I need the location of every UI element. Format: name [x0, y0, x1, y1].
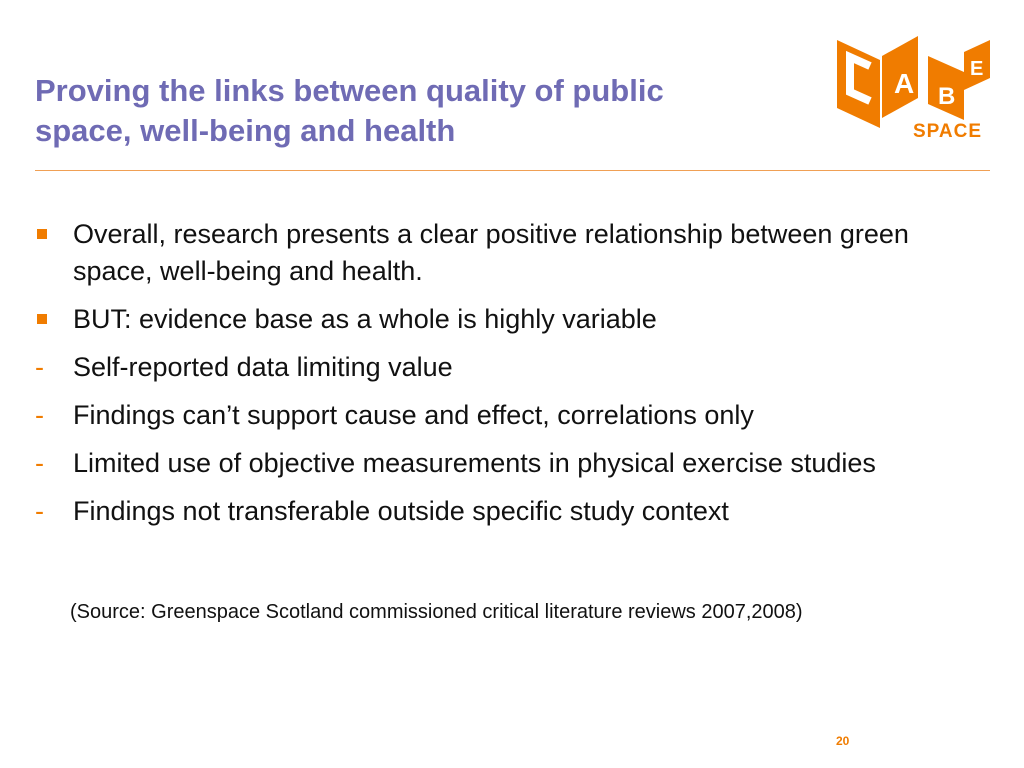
- logo-letter-e: E: [970, 58, 984, 80]
- cabe-space-logo: [832, 30, 994, 142]
- logo-letter-a: A: [894, 68, 915, 99]
- page-number: 20: [836, 734, 850, 748]
- bullet-item: [35, 349, 975, 386]
- slide-title: [35, 71, 795, 151]
- bullet-text: BUT: evidence base as a whole is highly variable: [73, 304, 657, 334]
- bullet-text: Limited use of objective measurements in physical exercise studies: [73, 448, 876, 478]
- bullet-text: Overall, research presents a clear positive relationship between green space, well-being and health.: [73, 219, 909, 286]
- slide-title-line-2: space, well-being and health: [35, 113, 456, 148]
- bullet-list: [35, 216, 975, 541]
- bullet-item: [35, 493, 975, 530]
- title-divider: [35, 170, 990, 171]
- logo-letter-b: B: [938, 83, 956, 110]
- bullet-text: Findings not transferable outside specific study context: [73, 496, 729, 526]
- bullet-item: [35, 445, 975, 482]
- bullet-text: Self-reported data limiting value: [73, 352, 453, 382]
- bullet-item: [35, 397, 975, 434]
- slide-title-line-1: Proving the links between quality of public: [35, 73, 664, 108]
- source-citation: (Source: Greenspace Scotland commissioned critical literature reviews 2007,2008): [70, 601, 803, 623]
- logo-wordmark: SPACE: [913, 121, 983, 142]
- bullet-item: [35, 301, 975, 338]
- bullet-text: Findings can’t support cause and effect, correlations only: [73, 400, 754, 430]
- bullet-item: [35, 216, 975, 290]
